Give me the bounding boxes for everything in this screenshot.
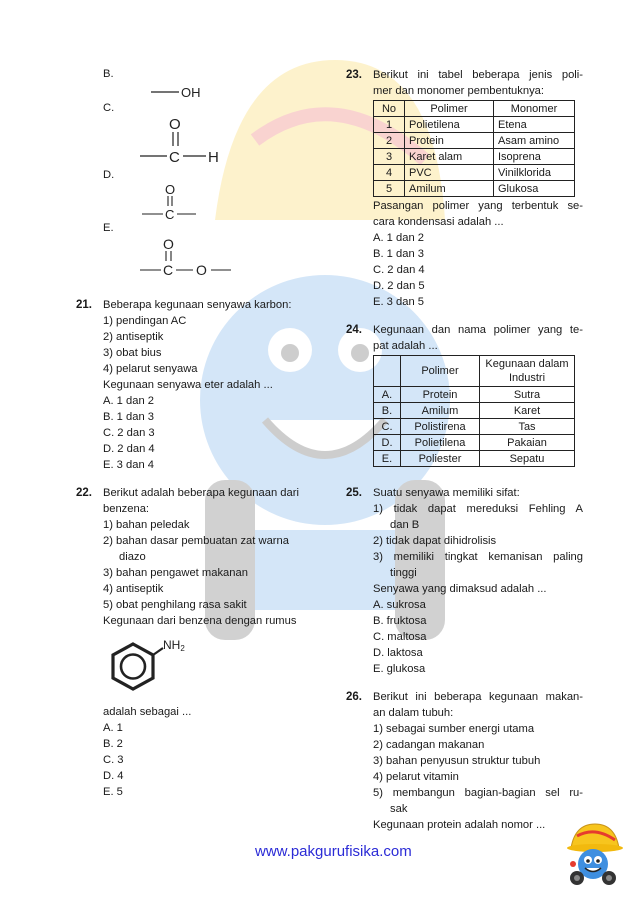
- q23-question-cont: cara kondensasi adalah ...: [373, 216, 504, 228]
- q25-item: 3) memiliki tingkat kemanisan paling: [373, 551, 583, 563]
- cell: Karet: [480, 403, 575, 419]
- header-kegunaan: [480, 356, 575, 387]
- q26-number: 26.: [346, 691, 362, 703]
- cell: PVC: [405, 165, 494, 181]
- table-row: [374, 117, 575, 133]
- table-header-row: [374, 356, 575, 387]
- cell: 3: [374, 149, 405, 165]
- table-row: [374, 419, 575, 435]
- table-header-row: [374, 101, 575, 117]
- cell: Polietilena: [401, 435, 480, 451]
- aldehyde-structure: [138, 110, 228, 170]
- q21-option: D. 2 dan 4: [103, 443, 155, 455]
- cell: A.: [374, 387, 401, 403]
- header-kegunaan-line1: Kegunaan dalam: [485, 358, 569, 370]
- q22-option: E. 5: [103, 786, 123, 798]
- o-label: O: [165, 182, 176, 197]
- mascot-logo-icon: [563, 820, 623, 890]
- q23-option: E. 3 dan 5: [373, 296, 425, 308]
- q26-item-cont: sak: [390, 803, 408, 815]
- q25-option: C. maltosa: [373, 631, 427, 643]
- q22-item-cont: diazo: [119, 551, 146, 563]
- q22-number: 22.: [76, 487, 92, 499]
- q23-option: A. 1 dan 2: [373, 232, 425, 244]
- cell: Etena: [494, 117, 575, 133]
- q22-option: C. 3: [103, 754, 124, 766]
- o-label: O: [196, 262, 207, 276]
- q25-item: 1) tidak dapat mereduksi Fehling A: [373, 503, 583, 515]
- q24-stem: Kegunaan dan nama polimer yang te-: [373, 324, 583, 336]
- q26-item: 5) membangun bagian-bagian sel ru-: [373, 787, 583, 799]
- q25-option: A. sukrosa: [373, 599, 426, 611]
- q22-question: Kegunaan dari benzena dengan rumus: [103, 615, 297, 627]
- q22-item: 1) bahan peledak: [103, 519, 190, 531]
- q22-item: 5) obat penghilang rasa sakit: [103, 599, 247, 611]
- q21-question: Kegunaan senyawa eter adalah ...: [103, 379, 273, 391]
- q23-option: D. 2 dan 5: [373, 280, 425, 292]
- q26-stem-cont: an dalam tubuh:: [373, 707, 454, 719]
- q21-item: 3) obat bius: [103, 347, 162, 359]
- q25-number: 25.: [346, 487, 362, 499]
- q25-question: Senyawa yang dimaksud adalah ...: [373, 583, 547, 595]
- ketone-structure: [140, 180, 200, 222]
- q24-number: 24.: [346, 324, 362, 336]
- footer-url-link[interactable]: www.pakgurufisika.com: [255, 843, 412, 860]
- q21-item: 1) pendingan AC: [103, 315, 187, 327]
- cell: Glukosa: [494, 181, 575, 197]
- q21-option: B. 1 dan 3: [103, 411, 155, 423]
- q25-option: E. glukosa: [373, 663, 426, 675]
- q21-option: E. 3 dan 4: [103, 459, 155, 471]
- q22-stem-cont: benzena:: [103, 503, 150, 515]
- q22-option: B. 2: [103, 738, 123, 750]
- q26-item: 1) sebagai sumber energi utama: [373, 723, 535, 735]
- c-label: C: [165, 207, 175, 222]
- table-row: [374, 435, 575, 451]
- cell: E.: [374, 451, 401, 467]
- q21-option: C. 2 dan 3: [103, 427, 155, 439]
- table-row: [374, 149, 575, 165]
- header-monomer: Monomer: [494, 101, 575, 117]
- aniline-structure: [100, 634, 190, 698]
- cell: Asam amino: [494, 133, 575, 149]
- nh2-label: NH2: [163, 638, 185, 653]
- q22-item: 2) bahan dasar pembuatan zat warna: [103, 535, 289, 547]
- q25-option: D. laktosa: [373, 647, 423, 659]
- cell: Isoprena: [494, 149, 575, 165]
- q22-option: A. 1: [103, 722, 123, 734]
- cell: Amilum: [405, 181, 494, 197]
- cell: Tas: [480, 419, 575, 435]
- q22-item: 4) antiseptik: [103, 583, 164, 595]
- q26-item: 4) pelarut vitamin: [373, 771, 459, 783]
- cell: Sepatu: [480, 451, 575, 467]
- header-polimer: Polimer: [405, 101, 494, 117]
- table-row: [374, 387, 575, 403]
- cell: Protein: [405, 133, 494, 149]
- cell: D.: [374, 435, 401, 451]
- c-label: C: [169, 149, 180, 166]
- cell: 5: [374, 181, 405, 197]
- q25-item: 2) tidak dapat dihidrolisis: [373, 535, 497, 547]
- ester-structure: [138, 234, 238, 276]
- q21-number: 21.: [76, 299, 92, 311]
- q20-option-e: E.: [103, 222, 114, 234]
- cell: Vinilklorida: [494, 165, 575, 181]
- cell: C.: [374, 419, 401, 435]
- q21-option: A. 1 dan 2: [103, 395, 155, 407]
- table-row: [374, 403, 575, 419]
- q22-item: 3) bahan pengawet makanan: [103, 567, 248, 579]
- cell: 1: [374, 117, 405, 133]
- cell: Amilum: [401, 403, 480, 419]
- header-polimer: Polimer: [401, 356, 480, 387]
- cell: 2: [374, 133, 405, 149]
- q22-stem: Berikut adalah beberapa kegunaan dari: [103, 487, 299, 499]
- q20-option-b: B.: [103, 68, 114, 80]
- q21-item: 2) antiseptik: [103, 331, 164, 343]
- q22-after: adalah sebagai ...: [103, 706, 192, 718]
- q22-option: D. 4: [103, 770, 124, 782]
- cell: 4: [374, 165, 405, 181]
- cell: Polietilena: [405, 117, 494, 133]
- h-label: H: [208, 149, 219, 166]
- table-row: [374, 165, 575, 181]
- cell: Karet alam: [405, 149, 494, 165]
- cell: Polistirena: [401, 419, 480, 435]
- header-no: No: [374, 101, 405, 117]
- q23-stem-cont: mer dan monomer pembentuknya:: [373, 85, 545, 97]
- cell: B.: [374, 403, 401, 419]
- q26-stem: Berikut ini beberapa kegunaan makan-: [373, 691, 583, 703]
- q21-stem: Beberapa kegunaan senyawa karbon:: [103, 299, 292, 311]
- q26-item: 2) cadangan makanan: [373, 739, 485, 751]
- q20-option-c: C.: [103, 102, 115, 114]
- polymer-usage-table: [373, 355, 575, 467]
- q23-option: C. 2 dan 4: [373, 264, 425, 276]
- cell: Protein: [401, 387, 480, 403]
- q24-stem-cont: pat adalah ...: [373, 340, 438, 352]
- header-kegunaan-line2: Industri: [508, 372, 546, 384]
- o-label: O: [169, 116, 181, 133]
- q23-number: 23.: [346, 69, 362, 81]
- c-label: C: [163, 262, 174, 276]
- polymer-monomer-table: [373, 100, 575, 197]
- q25-item-cont: dan B: [390, 519, 420, 531]
- q25-item-cont: tinggi: [390, 567, 417, 579]
- q26-question: Kegunaan protein adalah nomor ...: [373, 819, 546, 831]
- oh-label: OH: [181, 85, 201, 100]
- q23-stem: Berikut ini tabel beberapa jenis poli-: [373, 69, 583, 81]
- q21-item: 4) pelarut senyawa: [103, 363, 198, 375]
- table-row: [374, 133, 575, 149]
- q26-item: 3) bahan penyusun struktur tubuh: [373, 755, 541, 767]
- q23-question: Pasangan polimer yang terbentuk se-: [373, 200, 583, 212]
- cell: Poliester: [401, 451, 480, 467]
- o-label: O: [163, 236, 174, 252]
- q23-option: B. 1 dan 3: [373, 248, 425, 260]
- q20-option-d: D.: [103, 169, 115, 181]
- table-row: [374, 451, 575, 467]
- cell: Sutra: [480, 387, 575, 403]
- cell: Pakaian: [480, 435, 575, 451]
- q25-stem: Suatu senyawa memiliki sifat:: [373, 487, 520, 499]
- header-blank: [374, 356, 401, 387]
- q25-option: B. fruktosa: [373, 615, 427, 627]
- table-row: [374, 181, 575, 197]
- hydroxyl-structure: [145, 82, 215, 102]
